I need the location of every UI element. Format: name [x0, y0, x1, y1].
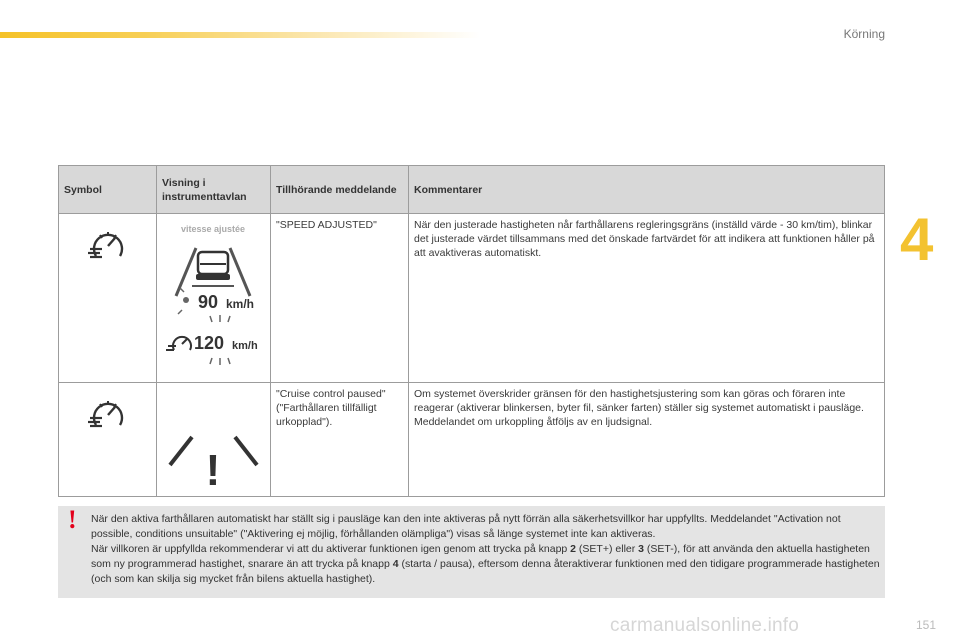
warning-paragraph-2d: (starta / pausa), eftersom denna återaktiverar funktionen med den tidigare programmerade hastigheten (och som kan skilja sig mycket från bilens aktuella hastighet). — [91, 558, 880, 585]
symbol-cell — [59, 214, 157, 383]
key-4-label: 4 — [392, 558, 399, 570]
table-header-row — [59, 166, 885, 214]
display-cell — [157, 214, 271, 383]
message-cell: "Cruise control paused" ("Farthållaren tillfälligt urkopplad"). — [271, 383, 409, 497]
column-header-comment: Kommentarer — [409, 166, 885, 214]
cruise-control-speedometer-icon — [86, 397, 130, 433]
warning-exclamation-icon: ! — [68, 505, 77, 534]
warning-text — [91, 512, 881, 587]
comment-cell — [409, 383, 885, 497]
warning-paragraph-1: När den aktiva farthållaren automatiskt har ställt sig i pausläge kan den inte aktiveras på nytt förrän alla säkerhetsvillkor har uppfyllts. Meddelandet "Activation not possible, conditions unsuitable" ("Aktivering ej möjlig, förhållanden olämpliga") visas så länge systemet inte kan aktiveras. — [91, 513, 841, 540]
warning-paragraph-2b: (SET+) eller — [576, 543, 639, 555]
display-label-top: vitesse ajustée — [180, 224, 246, 234]
warning-paragraph-2a: När villkoren är uppfyllda rekommenderar vi att du aktiverar funktionen igen genom att trycka på knapp — [91, 543, 571, 555]
cruise-control-speedometer-icon — [86, 228, 130, 264]
column-header-message: Tillhörande meddelande — [271, 166, 409, 214]
comment-cell: När den justerade hastigheten når farthållarens regleringsgräns (inställd värde - 30 km/tim), blinkar det justerade värdet tillsammans med det önskade fartvärdet för att indikera att funktionen håller på att avaktiveras automatiskt. — [409, 214, 885, 383]
watermark-text: carmanualsonline.info — [610, 615, 800, 636]
lane-exclamation-icon — [162, 387, 265, 487]
display-unit-2: km/h — [232, 340, 258, 352]
comment-text-2: Meddelandet om urkoppling åtföljs av en ljudsignal. — [414, 416, 653, 428]
column-header-display: Visning i instrumenttavlan — [157, 166, 271, 214]
warning-note — [58, 506, 885, 598]
key-3-label: 3 — [638, 543, 644, 555]
top-accent-bar — [0, 32, 480, 38]
instrument-display-illustration — [162, 218, 265, 368]
chapter-number: 4 — [900, 206, 934, 273]
comment-text-1: Om systemet överskrider gränsen för den hastighetsjustering som kan göras och föraren inte reagerar (aktiverar blinkersen, byter fil, sänker farten) ställer sig systemet automatiskt i pausläge. — [414, 388, 864, 414]
message-cell: "SPEED ADJUSTED" — [271, 214, 409, 383]
display-speed-2: 120 — [194, 333, 225, 353]
display-unit-1: km/h — [226, 297, 255, 311]
symbol-cell — [59, 383, 157, 497]
warning-paragraph-2c: (SET-), för att använda den aktuella hastigheten som ny programmerad hastighet, snarare än att trycka på knapp — [91, 543, 870, 570]
key-2-label: 2 — [570, 543, 577, 555]
column-header-symbol: Symbol — [59, 166, 157, 214]
page-number: 151 — [916, 618, 937, 632]
display-exclamation: ! — [205, 446, 221, 487]
section-title: Körning — [843, 27, 885, 41]
table-row — [59, 383, 885, 497]
display-cell — [157, 383, 271, 497]
table-row — [59, 214, 885, 383]
info-table — [58, 165, 885, 497]
display-speed-1: 90 — [198, 292, 219, 312]
